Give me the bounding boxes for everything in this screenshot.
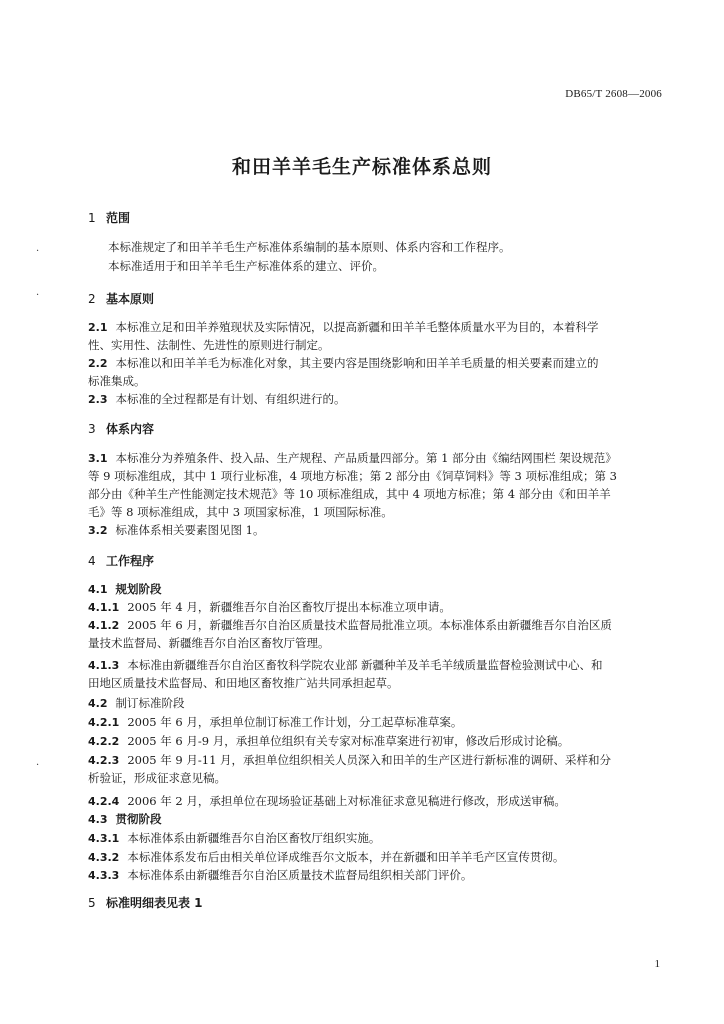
- clause-line: 4.3.1 本标准体系由新疆维吾尔自治区畜牧厅组织实施。: [88, 831, 381, 845]
- clause-line: 4.2.4 2006 年 2 月，承担单位在现场验证基础上对标准征求意见稿进行修改，形成送审稿。: [88, 794, 566, 808]
- clause-line: 4.1.1 2005 年 4 月，新疆维吾尔自治区畜牧厅提出本标准立项申请。: [88, 600, 451, 614]
- clause-line: 部分由《种羊生产性能测定技术规范》等 10 项标准组成，其中 4 项地方标准；第 4 部分由《和田羊羊: [88, 487, 611, 501]
- subsection-heading: 4.1 规划阶段: [88, 582, 162, 596]
- clause-line: 3.2 标准体系相关要素图见图 1。: [88, 523, 265, 537]
- document-title: 和田羊羊毛生产标准体系总则: [231, 156, 492, 178]
- clause-line: 量技术监督局、新疆维吾尔自治区畜牧厅管理。: [88, 636, 330, 650]
- clause-line: 等 9 项标准组成，其中 1 项行业标准，4 项地方标准；第 2 部分由《饲草饲料》等 3 项标准组成；第 3: [88, 469, 617, 483]
- clause-line: 4.3.3 本标准体系由新疆维吾尔自治区质量技术监督局组织相关部门评价。: [88, 868, 473, 882]
- clause-line: 3.1 本标准分为养殖条件、投入品、生产规程、产品质量四部分。第 1 部分由《编结网围栏 架设规范》: [88, 451, 617, 465]
- page-number: 1: [654, 958, 660, 970]
- subsection-heading: 4.3 贯彻阶段: [88, 812, 162, 826]
- paragraph-line: 本标准适用于和田羊羊毛生产标准体系的建立、评价。: [108, 259, 384, 273]
- scan-speck: ·: [36, 246, 40, 257]
- clause-line: 2.2 本标准以和田羊羊毛为标准化对象，其主要内容是围绕影响和田羊羊毛质量的相关要素而建立的: [88, 356, 599, 370]
- section-heading: 1 范围: [88, 211, 131, 225]
- section-heading: 4 工作程序: [88, 554, 155, 568]
- section-heading: 2 基本原则: [88, 292, 155, 306]
- clause-line: 2.1 本标准立足和田羊养殖现状及实际情况，以提高新疆和田羊羊毛整体质量水平为目的，本着科学: [88, 320, 599, 334]
- clause-line: 毛》等 8 项标准组成，其中 3 项国家标准，1 项国际标准。: [88, 505, 393, 519]
- clause-line: 田地区质量技术监督局、和田地区畜牧推广站共同承担起草。: [88, 676, 399, 690]
- paragraph-line: 本标准规定了和田羊羊毛生产标准体系编制的基本原则、体系内容和工作程序。: [108, 240, 511, 254]
- clause-line: 2.3 本标准的全过程都是有计划、有组织进行的。: [88, 392, 346, 406]
- clause-line: 性、实用性、法制性、先进性的原则进行制定。: [88, 338, 330, 352]
- clause-line: 4.1.3 本标准由新疆维吾尔自治区畜牧科学院农业部 新疆种羊及羊毛羊绒质量监督检验测试中心、和: [88, 658, 603, 672]
- clause-line: 4.1.2 2005 年 6 月，新疆维吾尔自治区质量技术监督局批准立项。本标准体系由新疆维吾尔自治区质: [88, 618, 612, 632]
- clause-line: 4.2.1 2005 年 6 月，承担单位制订标准工作计划，分工起草标准草案。: [88, 715, 463, 729]
- clause-line: 4.2.2 2005 年 6 月-9 月，承担单位组织有关专家对标准草案进行初审，修改后形成讨论稿。: [88, 734, 570, 748]
- section-heading: 5 标准明细表见表 1: [88, 896, 203, 910]
- standard-code: DB65/T 2608—2006: [565, 88, 662, 100]
- clause-line: 4.3.2 本标准体系发布后由相关单位译成维吾尔文版本，并在新疆和田羊羊毛产区宣传贯彻。: [88, 850, 565, 864]
- clause-line: 标准集成。: [88, 374, 146, 388]
- clause-line: 4.2.3 2005 年 9 月-11 月，承担单位组织相关人员深入和田羊的生产区进行新标准的调研、采样和分: [88, 753, 612, 767]
- section-heading: 3 体系内容: [88, 422, 155, 436]
- clause-line: 析验证，形成征求意见稿。: [88, 771, 226, 785]
- subsection-heading: 4.2 制订标准阶段: [88, 696, 185, 710]
- scan-speck: ·: [36, 290, 40, 301]
- scan-speck: ·: [36, 760, 40, 771]
